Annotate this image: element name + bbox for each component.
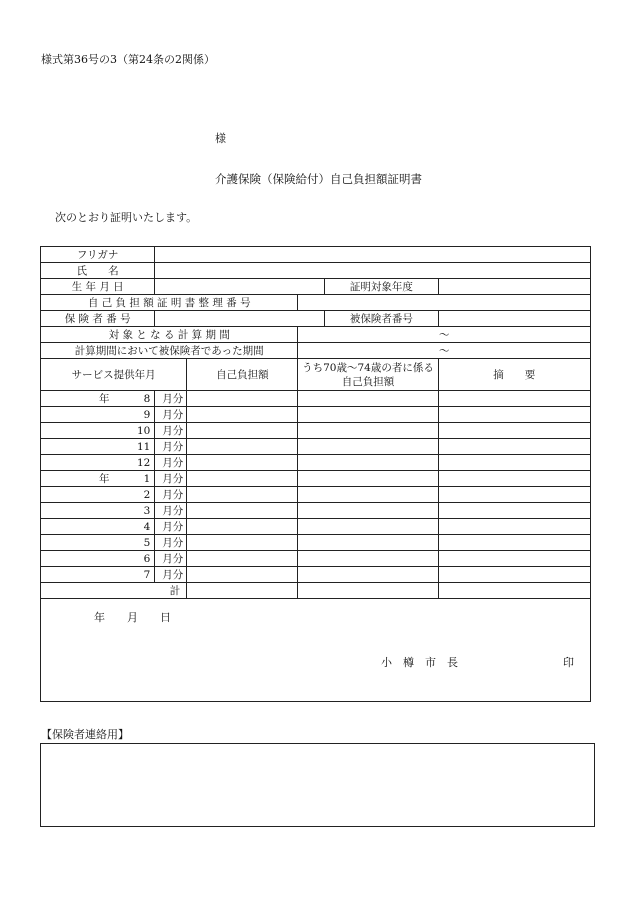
remarks-cell[interactable]: [438, 567, 591, 583]
month-number: 4: [143, 520, 151, 533]
table-row: [41, 407, 591, 423]
tilde: ～: [438, 328, 450, 341]
issuer-name: 小 樽 市 長: [381, 656, 458, 669]
copay-70-74-cell[interactable]: [298, 439, 438, 455]
remarks-cell[interactable]: [438, 487, 591, 503]
insured-period-label: 計算期間において被保険者であった期間: [41, 343, 298, 359]
remarks-cell[interactable]: [438, 519, 591, 535]
col-header-copay-70-74: うち70歳～74歳の者に係る 自己負担額: [298, 359, 438, 391]
month-number: 2: [143, 488, 151, 501]
addressee-suffix: 様: [215, 132, 226, 145]
cert-number-label: 自 己 負 担 額 証 明 書 整 理 番 号: [41, 295, 298, 311]
copay-70-74-cell[interactable]: [298, 407, 438, 423]
copay-cell[interactable]: [187, 391, 298, 407]
issuance-box: [40, 591, 591, 702]
year-marker: 年: [99, 392, 110, 405]
table-row: [41, 471, 591, 487]
month-number: 10: [136, 424, 151, 437]
certificate-table: [40, 246, 591, 599]
name-label: 氏 名: [41, 263, 155, 279]
month-suffix: 月分: [155, 471, 187, 487]
copay-cell[interactable]: [187, 535, 298, 551]
furigana-label: フリガナ: [41, 247, 155, 263]
month-number: 9: [143, 408, 151, 421]
copay-cell[interactable]: [187, 519, 298, 535]
copay-cell[interactable]: [187, 487, 298, 503]
cert-number-value[interactable]: [298, 295, 591, 311]
month-number: 1: [143, 472, 151, 485]
cert-year-value[interactable]: [438, 279, 591, 295]
table-row: [41, 503, 591, 519]
col-header-month: サービス提供年月: [41, 359, 187, 391]
month-suffix: 月分: [155, 551, 187, 567]
remarks-cell[interactable]: [438, 503, 591, 519]
month-label-cell: [41, 487, 155, 503]
copay-70-74-cell[interactable]: [298, 455, 438, 471]
remarks-cell[interactable]: [438, 439, 591, 455]
remarks-cell[interactable]: [438, 471, 591, 487]
copay-cell[interactable]: [187, 455, 298, 471]
table-row: [41, 567, 591, 583]
table-row: [41, 535, 591, 551]
month-number: 12: [136, 456, 151, 469]
month-label-cell: [41, 471, 155, 487]
birthdate-label: 生 年 月 日: [41, 279, 155, 295]
remarks-cell[interactable]: [438, 455, 591, 471]
month-suffix: 月分: [155, 407, 187, 423]
furigana-value[interactable]: [155, 247, 591, 263]
copay-cell[interactable]: [187, 567, 298, 583]
month-number: 3: [143, 504, 151, 517]
issue-date: 年 月 日: [94, 611, 171, 624]
col-header-remarks: 摘 要: [438, 359, 591, 391]
remarks-cell[interactable]: [438, 535, 591, 551]
total-label: 計: [41, 583, 187, 599]
contact-label: 【保険者連絡用】: [41, 728, 129, 741]
insured-number-label: 被保険者番号: [325, 311, 438, 327]
name-value[interactable]: [155, 263, 591, 279]
insurer-number-label: 保 険 者 番 号: [41, 311, 155, 327]
calc-period-value[interactable]: [298, 327, 591, 343]
month-label-cell: [41, 567, 155, 583]
month-label-cell: [41, 423, 155, 439]
copay-70-74-cell[interactable]: [298, 391, 438, 407]
tilde: ～: [438, 344, 450, 357]
table-row: [41, 455, 591, 471]
copay-cell[interactable]: [187, 423, 298, 439]
intro-text: 次のとおり証明いたします。: [55, 211, 198, 224]
copay-70-74-cell[interactable]: [298, 487, 438, 503]
remarks-cell[interactable]: [438, 551, 591, 567]
table-row: [41, 487, 591, 503]
month-label-cell: [41, 519, 155, 535]
col-header-copay: 自己負担額: [187, 359, 298, 391]
month-suffix: 月分: [155, 391, 187, 407]
copay-70-74-cell[interactable]: [298, 519, 438, 535]
copay-70-74-cell[interactable]: [298, 551, 438, 567]
month-suffix: 月分: [155, 535, 187, 551]
month-rows: [41, 391, 591, 583]
insured-period-value[interactable]: [298, 343, 591, 359]
form-number: 様式第36号の3（第24条の2関係）: [41, 53, 215, 66]
remarks-cell[interactable]: [438, 391, 591, 407]
copay-cell[interactable]: [187, 503, 298, 519]
month-label-cell: [41, 455, 155, 471]
month-label-cell: [41, 503, 155, 519]
document-title: 介護保険（保険給付）自己負担額証明書: [215, 172, 422, 186]
month-label-cell: [41, 551, 155, 567]
year-marker: 年: [99, 472, 110, 485]
month-number: 6: [143, 552, 151, 565]
month-suffix: 月分: [155, 455, 187, 471]
table-row: [41, 423, 591, 439]
remarks-cell[interactable]: [438, 423, 591, 439]
calc-period-label: 対 象 と な る 計 算 期 間: [41, 327, 298, 343]
month-suffix: 月分: [155, 503, 187, 519]
birthdate-value[interactable]: [155, 279, 325, 295]
month-number: 11: [136, 440, 151, 453]
copay-cell[interactable]: [187, 407, 298, 423]
table-row: [41, 519, 591, 535]
month-label-cell: [41, 439, 155, 455]
month-number: 5: [143, 536, 151, 549]
copay-cell[interactable]: [187, 439, 298, 455]
month-suffix: 月分: [155, 487, 187, 503]
month-suffix: 月分: [155, 567, 187, 583]
month-label-cell: [41, 535, 155, 551]
month-number: 8: [143, 392, 151, 405]
table-row: [41, 439, 591, 455]
copay-cell[interactable]: [187, 471, 298, 487]
copay-70-74-cell[interactable]: [298, 567, 438, 583]
copay-70-74-cell[interactable]: [298, 535, 438, 551]
month-suffix: 月分: [155, 423, 187, 439]
insured-number-value[interactable]: [438, 311, 591, 327]
month-label-cell: [41, 407, 155, 423]
month-number: 7: [143, 568, 151, 581]
remarks-cell[interactable]: [438, 407, 591, 423]
copay-70-74-cell[interactable]: [298, 471, 438, 487]
table-row: [41, 391, 591, 407]
table-row: [41, 551, 591, 567]
cert-year-label: 証明対象年度: [325, 279, 438, 295]
contact-box[interactable]: [40, 743, 595, 827]
month-label-cell: [41, 391, 155, 407]
copay-70-74-cell[interactable]: [298, 423, 438, 439]
month-suffix: 月分: [155, 519, 187, 535]
copay-cell[interactable]: [187, 551, 298, 567]
copay-70-74-cell[interactable]: [298, 503, 438, 519]
seal-mark: 印: [563, 656, 574, 669]
insurer-number-value[interactable]: [155, 311, 325, 327]
month-suffix: 月分: [155, 439, 187, 455]
